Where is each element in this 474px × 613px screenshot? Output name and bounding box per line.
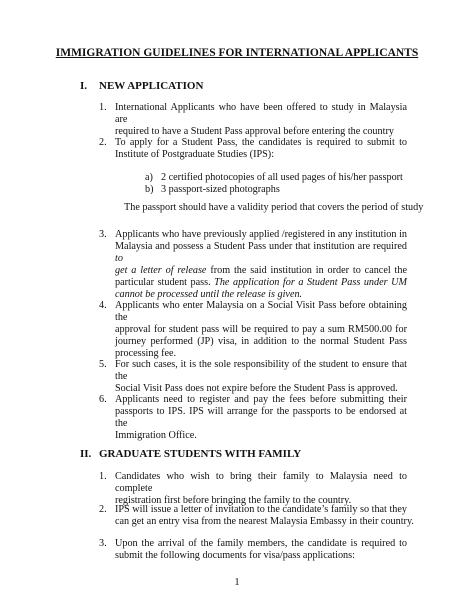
item-number: 2. <box>99 137 107 148</box>
item-line: Applicants need to register and pay the fees before submitting their <box>115 394 407 405</box>
passport-validity-note: The passport should have a validity period that covers the period of study <box>124 202 424 213</box>
item-line: For such cases, it is the sole responsibility of the student to ensure that the <box>115 359 407 382</box>
section-2-number: II. <box>80 448 92 460</box>
item-line: Applicants who have previously applied /registered in any institution in <box>115 229 407 240</box>
sub-item-label: a) <box>145 172 153 183</box>
item-line-text: Malaysia and possess a Student Pass under that institution are required <box>115 241 407 252</box>
list-item <box>115 137 407 161</box>
section-1-heading: NEW APPLICATION <box>99 80 204 92</box>
item-line: required to have a Student Pass approval before entering the country <box>115 126 394 137</box>
item-line: registration first before bringing the family to the country. <box>115 495 352 506</box>
item-number: 6. <box>99 394 107 405</box>
item-line-emphasis: cannot be processed until the release is given. <box>115 289 303 300</box>
item-number: 5. <box>99 359 107 370</box>
item-line: International Applicants who have been offered to study in Malaysia are <box>115 102 407 125</box>
list-item <box>115 229 407 301</box>
section-2-heading: GRADUATE STUDENTS WITH FAMILY <box>99 448 302 460</box>
document-title: IMMIGRATION GUIDELINES FOR INTERNATIONAL APPLICANTS <box>55 47 419 59</box>
item-line-text: from the said institution in order to cancel the <box>206 265 407 276</box>
page-number: 1 <box>234 577 240 588</box>
sub-item-text: 2 certified photocopies of all used pages of his/her passport <box>161 172 403 183</box>
item-line: IPS will issue a letter of invitation to the candidate’s family so that they <box>115 504 407 515</box>
list-item <box>115 300 407 360</box>
item-number: 2. <box>99 504 107 515</box>
item-line: processing fee. <box>115 348 177 359</box>
item-line: Upon the arrival of the family members, the candidate is required to <box>115 538 407 549</box>
item-line-emphasis: The application for a Student Pass under UM <box>214 277 407 288</box>
item-number: 3. <box>99 229 107 240</box>
item-line: Applicants who enter Malaysia on a Social Visit Pass before obtaining the <box>115 300 407 323</box>
item-line: journey performed (JP) visa, in addition to the normal Student Pass <box>115 336 407 347</box>
item-line <box>115 277 407 289</box>
list-item <box>115 471 407 507</box>
list-item <box>115 359 407 395</box>
list-item <box>115 394 407 442</box>
item-line: Candidates who wish to bring their family to Malaysia need to complete <box>115 471 407 494</box>
sub-item-text: 3 passport-sized photographs <box>161 184 280 195</box>
item-line: Institute of Postgraduate Studies (IPS): <box>115 149 275 160</box>
item-number: 4. <box>99 300 107 311</box>
item-line: To apply for a Student Pass, the candidates is required to submit to <box>115 137 407 148</box>
item-line: passports to IPS. IPS will arrange for the passports to be endorsed at the <box>115 406 407 429</box>
item-number: 3. <box>99 538 107 549</box>
item-line: approval for student pass will be required to pay a sum RM500.00 for <box>115 324 407 335</box>
section-1-number: I. <box>80 80 88 92</box>
item-line-emphasis: get a letter of release <box>115 265 207 276</box>
item-line-text: particular student pass. <box>115 277 215 288</box>
item-line-emphasis: to <box>115 253 123 264</box>
item-line: Immigration Office. <box>115 430 197 441</box>
item-line: Social Visit Pass does not expire before the Student Pass is approved. <box>115 383 398 394</box>
list-item <box>115 102 407 138</box>
item-number: 1. <box>99 102 107 113</box>
item-line <box>115 265 407 277</box>
item-line: submit the following documents for visa/pass applications: <box>115 550 355 561</box>
sub-item-label: b) <box>145 184 154 195</box>
item-number: 1. <box>99 471 107 482</box>
list-item <box>115 538 407 562</box>
item-line: can get an entry visa from the nearest Malaysia Embassy in their country. <box>115 516 414 527</box>
list-item <box>115 504 414 528</box>
item-line <box>115 241 407 265</box>
